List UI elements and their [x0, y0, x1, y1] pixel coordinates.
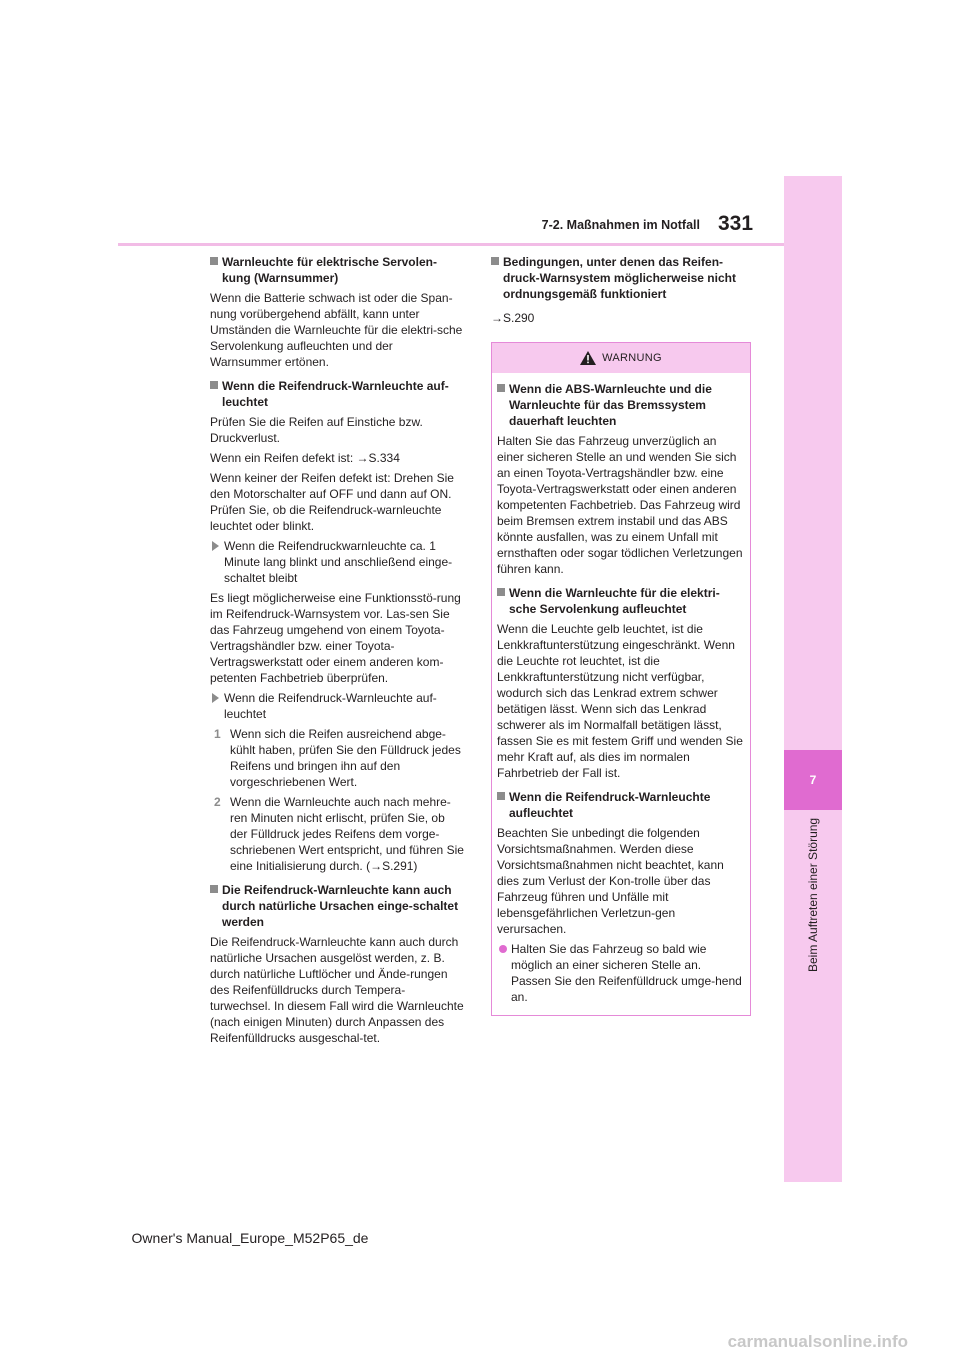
paragraph: Wenn keiner der Reifen defekt ist: Drehen Sie den Motorschalter auf OFF und dann auf ON. Prüfen Sie, ob die Reifendruck-warnleuchte leuchtet oder blinkt.	[210, 471, 454, 533]
triangle-bullet-icon	[212, 693, 219, 703]
warning-bullet-item: Halten Sie das Fahrzeug so bald wie möglich an einer sicheren Stelle an. Passen Sie den Reifenfülldruck umge-hend an.	[497, 941, 744, 1005]
paragraph: Wenn die Leuchte gelb leuchtet, ist die Lenkkraftunterstützung eingeschränkt. Wenn die Leuchte rot leuchtet, ist die Lenkkraftunterstützung nicht verfügbar, wodurch sich das Lenkrad extrem schwer betätigen lässt. Wenn sich das Lenkrad schwerer als im Normalfall betätigen lässt, fassen Sie es mit festem Griff und wenden Sie mehr Kraft auf, als dies im normalen Fahrbetrieb der Fall ist.	[497, 622, 743, 780]
footer-text: Owner's Manual_Europe_M52P65_de	[131, 1230, 369, 1246]
warning-box	[491, 342, 751, 1016]
page-reference: →S.290	[491, 311, 535, 325]
warning-heading-abs: Wenn die ABS-Warnleuchte und die Warnleuchte für das Bremssystem dauerhaft leuchten	[497, 381, 744, 429]
left-column	[210, 254, 465, 1050]
triangle-bullet-icon	[212, 541, 219, 551]
paragraph: Wenn die Batterie schwach ist oder die Span-nung vorübergehend abfällt, kann unter Umständen die Warnleuchte für die elektri-sche Servolenkung aufleuchten und der Warnsummer ertönen.	[210, 291, 463, 369]
paragraph: Halten Sie das Fahrzeug unverzüglich an einer sicheren Stelle an und wenden Sie sich an einen Toyota-Vertragshändler bzw. eine Toyota-Vertragswerkstatt oder einen anderen kompetenten Fachbetrieb. Das Fahrzeug wird beim Bremsen extrem instabil und das ABS könnte ausfallen, was zu einem Unfall mit ernsthaften oder sogar tödlichen Verletzungen führen kann.	[497, 434, 743, 576]
page-number: 331	[718, 212, 754, 235]
step-item	[210, 794, 465, 874]
warning-header	[492, 343, 750, 373]
watermark: carmanualsonline.info	[727, 1332, 908, 1351]
section-title: 7-2. Maßnahmen im Notfall	[541, 218, 700, 232]
header-rule	[118, 243, 840, 246]
chapter-title-vertical	[784, 818, 842, 1018]
paragraph: Es liegt möglicherweise eine Funktionsstö-rung im Reifendruck-Warnsystem vor. Las-sen Sie das Fahrzeug umgehend von einem Toyota-Vertragshändler bzw. einer Toyota-Vertragswerkstatt oder einem anderen kom-petenten Fachbetrieb überprüfen.	[210, 591, 461, 685]
step-number: 1	[214, 727, 221, 741]
heading-power-steering-warning: Warnleuchte für elektrische Servolen-kung (Warnsummer)	[210, 254, 465, 286]
warning-body	[492, 373, 750, 1015]
heading-natural-causes: Die Reifendruck-Warnleuchte kann auch durch natürliche Ursachen einge-schaltet werden	[210, 882, 465, 930]
step-text: Wenn sich die Reifen ausreichend abge-kühlt haben, prüfen Sie den Fülldruck jedes Reifens und bringen ihn auf den vorgeschriebenen Wert.	[230, 727, 461, 789]
paragraph: Prüfen Sie die Reifen auf Einstiche bzw. Druckverlust.	[210, 415, 423, 445]
paragraph: Beachten Sie unbedingt die folgenden Vorsichtsmaßnahmen. Werden diese Vorsichtsmaßnahmen nicht beachtet, kann dies zum Verlust der Kon-trolle über das Fahrzeug führen und Unfälle mit lebensgefährlichen Verletzun-gen verursachen.	[497, 826, 724, 936]
warning-title: WARNUNG	[602, 352, 662, 364]
paragraph-reference: Wenn ein Reifen defekt ist: →S.334	[210, 451, 400, 465]
sub-heading: Wenn die Reifendruckwarnleuchte ca. 1 Minute lang blinkt und anschließend einge-schaltet bleibt	[210, 538, 465, 586]
warning-heading-tire-pressure: Wenn die Reifendruck-Warnleuchte aufleuchtet	[497, 789, 744, 821]
step-item	[210, 726, 465, 790]
paragraph: Die Reifendruck-Warnleuchte kann auch durch natürliche Ursachen ausgelöst werden, z. B. durch natürliche Luftlöcher und Ände-rungen des Reifenfülldrucks durch Tempera-turwechsel. In diesem Fall wird die Warnleuchte (nach einigen Minuten) durch Anpassen des Reifenfülldrucks ausgeschal-tet.	[210, 935, 464, 1045]
chapter-title: Beim Auftreten einer Störung	[806, 818, 820, 973]
chapter-side-tab	[784, 176, 842, 1182]
warning-heading-power-steering: Wenn die Warnleuchte für die elektri-sche Servolenkung aufleuchtet	[497, 585, 744, 617]
step-number: 2	[214, 795, 221, 809]
warning-triangle-icon	[580, 351, 596, 365]
step-text: Wenn die Warnleuchte auch nach mehre-ren Minuten nicht erlischt, prüfen Sie, ob der Fülldruck jedes Reifens dem vorge-schriebenen Wert entspricht, und führen Sie eine Initialisierung durch. (→S.291)	[230, 795, 464, 873]
heading-conditions-malfunction: Bedingungen, unter denen das Reifen-druck-Warnsystem möglicherweise nicht ordnungsgemäß funktioniert	[491, 254, 751, 302]
heading-tire-pressure-warning: Wenn die Reifendruck-Warnleuchte auf-leuchtet	[210, 378, 465, 410]
chapter-number: 7	[784, 750, 842, 810]
right-column	[491, 254, 751, 1016]
sub-heading: Wenn die Reifendruck-Warnleuchte auf-leuchtet	[210, 690, 465, 722]
